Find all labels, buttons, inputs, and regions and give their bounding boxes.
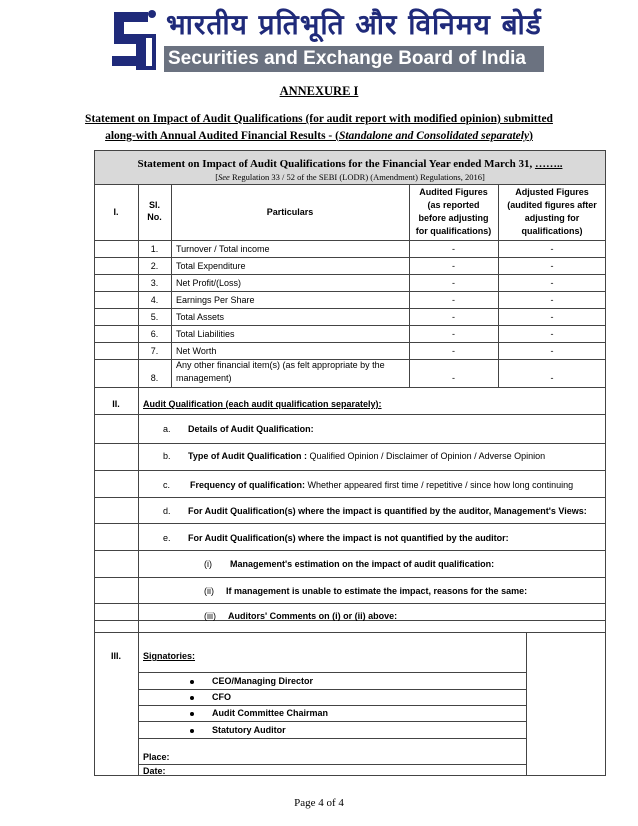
sebi-emblem-icon — [108, 6, 158, 72]
item-c-letter: c. — [163, 480, 171, 490]
page-number: Page 4 of 4 — [294, 797, 344, 809]
signatory-audit-committee-chairman: Audit Committee Chairman — [212, 708, 329, 718]
bullet-icon — [190, 712, 194, 716]
col-adjusted-2: (audited figures after — [507, 200, 597, 210]
row-8-adjusted: - — [550, 373, 554, 383]
row-2-particular: Total Expenditure — [176, 261, 246, 271]
row-1-adjusted: - — [550, 244, 554, 254]
row-8-particular-line-2: management) — [176, 373, 232, 383]
statement-heading — [60, 111, 578, 145]
row-1-audited: - — [452, 244, 455, 254]
row-3-no: 3. — [150, 278, 159, 288]
row-7-no: 7. — [150, 346, 159, 356]
row-7-particular: Net Worth — [176, 346, 217, 356]
item-a-label: Details of Audit Qualification: — [188, 424, 314, 434]
bullet-icon — [190, 696, 194, 700]
col-audited-3: before adjusting — [418, 213, 489, 223]
item-b-letter: b. — [163, 451, 171, 461]
item-a-letter: a. — [163, 424, 171, 434]
date-label: Date: — [143, 766, 166, 776]
col-audited-1: Audited Figures — [419, 187, 488, 197]
section-2-heading: Audit Qualification (each audit qualification separately): — [143, 399, 382, 409]
signatory-statutory-auditor: Statutory Auditor — [212, 725, 286, 735]
item-e-iii-num: (iii) — [204, 611, 216, 621]
row-5-adjusted: - — [550, 312, 554, 322]
statement-line-2: along-with Annual Audited Financial Results - (Standalone and Consolidated separately) — [105, 130, 533, 142]
row-3-audited: - — [452, 278, 455, 288]
item-c-text: Frequency of qualification: Whether appeared first time / repetitive / since how long continuing — [190, 480, 574, 490]
sebi-logo — [108, 6, 544, 72]
table-title: Statement on Impact of Audit Qualifications for the Financial Year ended March 31, …….. — [137, 158, 563, 170]
item-e-label: For Audit Qualification(s) where the impact is not quantified by the auditor: — [188, 533, 509, 543]
row-5-particular: Total Assets — [176, 312, 225, 322]
row-7-adjusted: - — [550, 346, 554, 356]
col-no: No. — [147, 212, 162, 222]
col-adjusted-1: Adjusted Figures — [515, 187, 589, 197]
section-2-roman: II. — [112, 399, 120, 409]
item-e-i-num: (i) — [204, 559, 212, 569]
item-e-ii-num: (ii) — [204, 586, 214, 596]
row-2-audited: - — [452, 261, 455, 271]
row-6-adjusted: - — [550, 329, 554, 339]
col-particulars: Particulars — [266, 207, 314, 217]
row-8-no: 8. — [150, 373, 159, 383]
row-2-no: 2. — [150, 261, 159, 271]
place-label: Place: — [143, 752, 170, 762]
row-4-no: 4. — [150, 295, 159, 305]
row-5-no: 5. — [150, 312, 159, 322]
logo-english-text: Securities and Exchange Board of India — [168, 48, 526, 69]
row-1-no: 1. — [150, 244, 159, 254]
row-7-audited: - — [452, 346, 455, 356]
section-1-roman: I. — [113, 207, 119, 217]
statement-line-1: Statement on Impact of Audit Qualifications (for audit report with modified opinion) submitted — [85, 113, 553, 125]
row-4-audited: - — [452, 295, 455, 305]
item-d-letter: d. — [163, 506, 171, 516]
bullet-icon — [190, 729, 194, 733]
item-d-label: For Audit Qualification(s) where the impact is quantified by the auditor, Management's Views: — [188, 506, 587, 516]
item-e-iii-label: Auditors' Comments on (i) or (ii) above: — [228, 611, 398, 621]
annexure-title: ANNEXURE I — [279, 84, 359, 98]
section-3-heading: Signatories: — [143, 651, 196, 661]
item-b-text: Type of Audit Qualification : Qualified Opinion / Disclaimer of Opinion / Adverse Opinion — [188, 451, 546, 461]
row-6-particular: Total Liabilities — [176, 329, 235, 339]
row-2-adjusted: - — [550, 261, 554, 271]
row-6-audited: - — [452, 329, 455, 339]
signatory-ceo: CEO/Managing Director — [212, 676, 314, 686]
row-4-adjusted: - — [550, 295, 554, 305]
bullet-icon — [190, 680, 194, 684]
col-sl: Sl. — [148, 200, 160, 210]
row-8-audited: - — [452, 373, 455, 383]
col-audited-2: (as reported — [427, 200, 480, 210]
row-8-particular-line-1: Any other financial item(s) (as felt appropriate by the — [176, 360, 385, 370]
col-audited-4: for qualifications) — [415, 226, 492, 236]
row-4-particular: Earnings Per Share — [176, 295, 255, 305]
item-e-letter: e. — [163, 533, 171, 543]
row-5-audited: - — [452, 312, 455, 322]
table-subtitle: [See Regulation 33 / 52 of the SEBI (LODR) (Amendment) Regulations, 2016] — [215, 172, 485, 182]
col-adjusted-4: qualifications) — [521, 226, 583, 236]
row-3-adjusted: - — [550, 278, 554, 288]
item-e-i-label: Management's estimation on the impact of audit qualification: — [230, 559, 495, 569]
logo-hindi-text: भारतीय प्रतिभूति और विनिमय बोर्ड — [166, 8, 542, 41]
item-e-ii-label: If management is unable to estimate the impact, reasons for the same: — [226, 586, 528, 596]
row-3-particular: Net Profit/(Loss) — [176, 278, 242, 288]
section-3-roman: III. — [110, 651, 121, 661]
row-6-no: 6. — [150, 329, 159, 339]
signatory-cfo: CFO — [212, 692, 231, 702]
row-1-particular: Turnover / Total income — [176, 244, 270, 254]
col-adjusted-3: adjusting for — [524, 213, 580, 223]
